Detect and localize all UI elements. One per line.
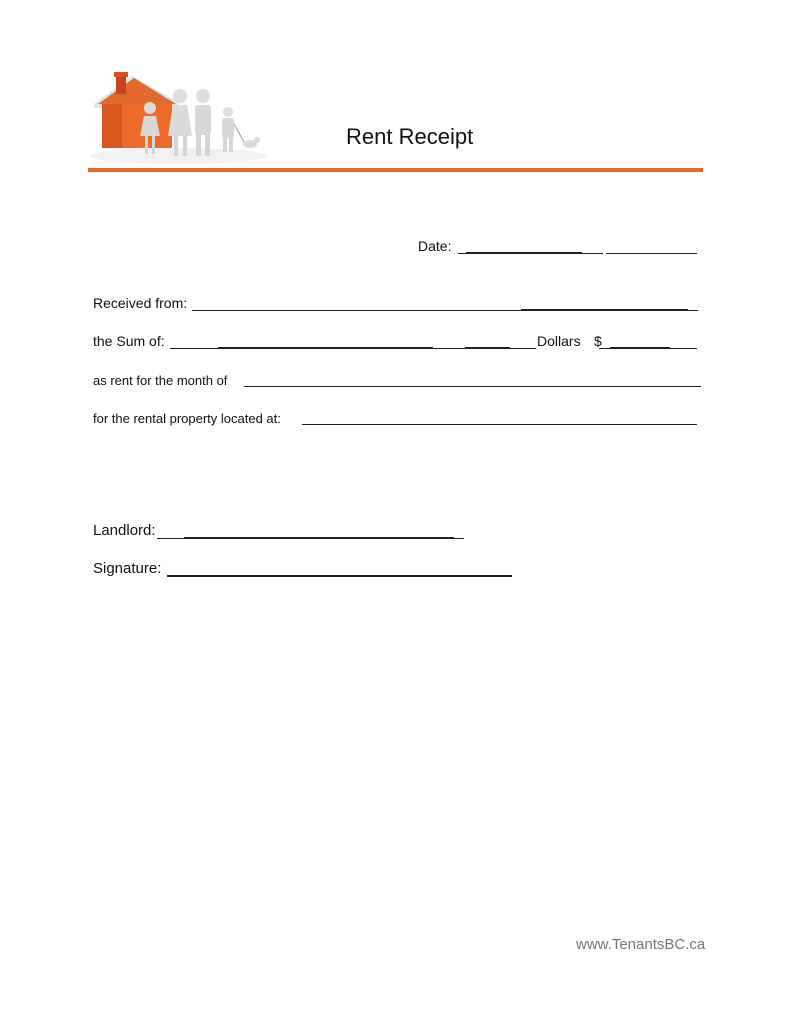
amount-field-underline <box>610 347 670 349</box>
dollars-label: Dollars <box>537 333 581 349</box>
sum-label: the Sum of: <box>93 333 165 349</box>
received-from-underline <box>521 309 688 311</box>
month-label: as rent for the month of <box>93 373 228 388</box>
currency-symbol: $ <box>594 333 602 349</box>
received-from-label: Received from: <box>93 295 188 311</box>
landlord-label: Landlord: <box>93 522 156 539</box>
footer-website-link[interactable]: www.TenantsBC.ca <box>576 936 706 953</box>
signature-field[interactable] <box>167 575 512 577</box>
landlord-field-underline <box>184 537 454 539</box>
sum-field-underline-2 <box>465 347 510 349</box>
house-family-icon <box>88 68 268 166</box>
date-label: Date: <box>418 238 452 254</box>
signature-label: Signature: <box>93 560 162 577</box>
page-title: Rent Receipt <box>346 124 474 149</box>
date-field-underline <box>466 252 582 254</box>
property-label: for the rental property located at: <box>93 411 281 426</box>
sum-field-underline <box>218 347 433 349</box>
month-field[interactable] <box>244 386 701 387</box>
property-field[interactable] <box>302 424 697 425</box>
date-field-extra[interactable] <box>606 253 697 254</box>
header-divider <box>88 168 703 172</box>
